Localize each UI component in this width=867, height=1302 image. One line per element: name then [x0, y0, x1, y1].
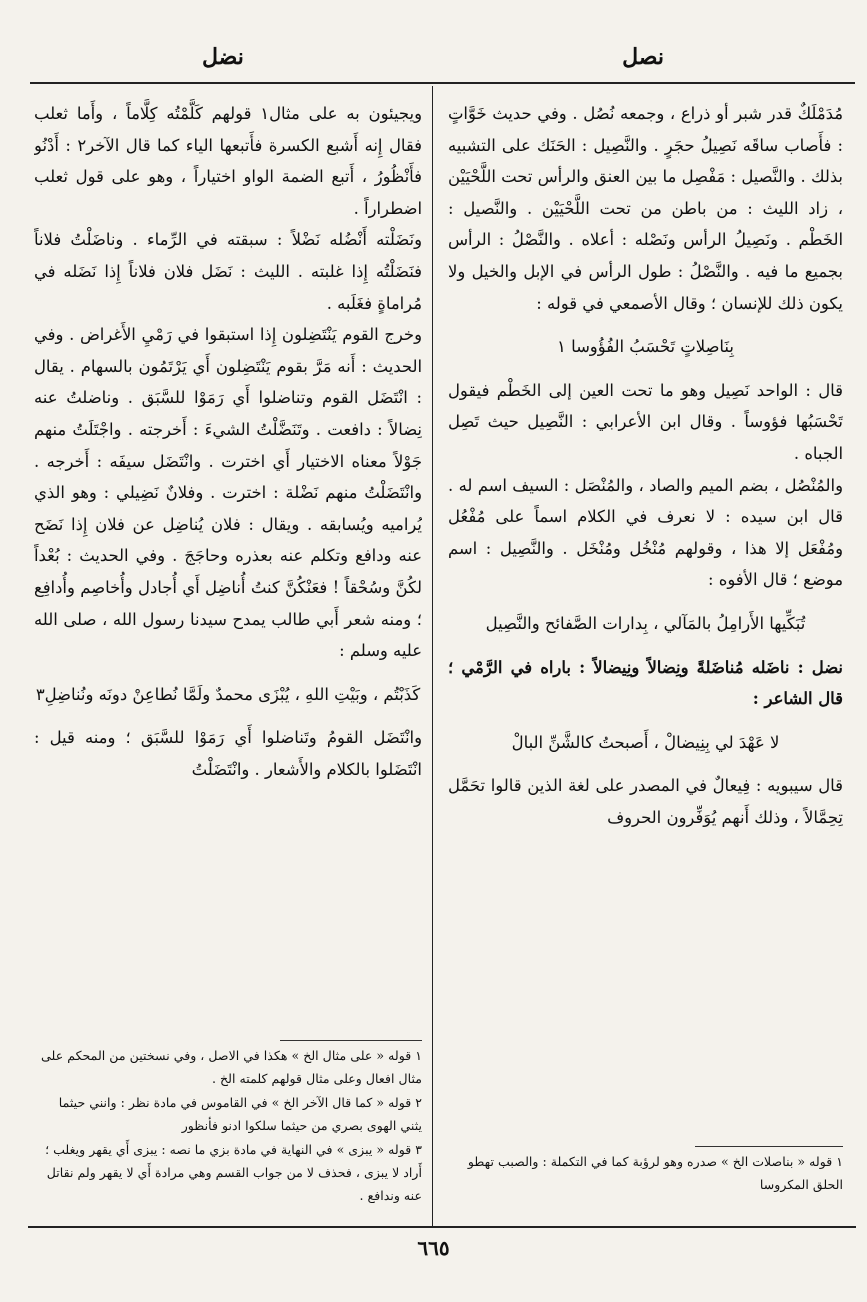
left-column — [34, 98, 422, 1028]
verse: لا عَهْدَ لي بِنِيضالْ ، أَصبحتُ كالشَّنِّ البالْ — [511, 732, 780, 752]
verse: كَذَبْتُم ، وبَيْتِ اللهِ ، يُبْزَى محمدٌ ولَمَّا نُطاعِنْ دونَه ونُناضِلِ٣ — [35, 684, 421, 704]
right-footnotes — [448, 1150, 843, 1197]
paragraph: والمُنْصُل ، بضم الميم والصاد ، والمُنْصَل : السيف اسم له . قال ابن سيده : لا نعرف في الكلام اسماً على مُفْعُل ومُفْعَل إلا هذا ، وقولهم مُنْخُل ومُنْخَل . والنَّصِيل : اسم موضع ؛ قال الأفوه : — [448, 475, 843, 590]
running-header-right: نصل — [622, 44, 664, 70]
verse: تُبَكِّيها الأَرامِلُ بالمَآلي ، بِدارات الصَّفائح والنَّصِيل — [485, 613, 806, 633]
footer-rule — [28, 1226, 856, 1228]
page-number: ٦٦٥ — [417, 1236, 450, 1260]
footnote: ١ قوله « بناصلات الخ » صدره وهو لرؤبة كما في التكملة : والصبب تهطو الحلق المكروسا — [467, 1154, 843, 1193]
right-column — [448, 98, 843, 836]
paragraph: ونَضَلْته أَنْضُله نَضْلاً : سبقته في الرِّماء . وناضَلْتُ فلاناً فنَضَلْتُه إِذا غلبته . الليث : نَضَل فلان فلاناً إِذا نَضَله في مُراماةٍ فغَلَبه . — [34, 230, 422, 313]
footnote: ٢ قوله « كما قال الآخر الخ » في القاموس في مادة نظر : وانني حيثما يثني الهوى بصري من حيثما سلكوا ادنو فأنظور — [58, 1094, 422, 1134]
paragraph: قال سيبويه : فِيعالٌ في المصدر على لغة الذين قالوا تحَمَّل تِحِمَّالاً ، وذلك أَنهم يُوَفِّرون الحروف — [448, 776, 843, 827]
entry-heading-paragraph: نضل : ناضَله مُناضَلةً ونِضالاً ونِيضالاً : باراه في الرَّمْي ؛ قال الشاعر : — [448, 657, 843, 709]
paragraph: قال : الواحد نَصِيل وهو ما تحت العين إلى الخَطْم فيقول تَحْسَبُها فؤوساً . وقال ابن الأعرابي : النَّصِيل حيث تَصِل الجباه . — [448, 380, 843, 463]
header-rule — [30, 82, 855, 84]
column-divider — [432, 86, 433, 1226]
footnote: ١ قوله « على مثال الخ » هكذا في الاصل ، وفي نسختين من المحكم على مثال افعال وعلى مثال قولهم كلمته الخ . — [41, 1048, 422, 1087]
verse: بِنَاصِلاتٍ تَحْسَبُ الفُؤُوسا ١ — [557, 337, 734, 357]
footnote-rule — [695, 1146, 843, 1147]
running-header-left: نضل — [202, 44, 244, 70]
footnote-rule — [280, 1040, 422, 1041]
paragraph: وانْتَضَل القومُ وتَناضلوا أَي رَمَوْا للسَّبَق ؛ ومنه قيل : انْتَضَلوا بالكلام والأَشعار . وانْتَضَلْتُ — [34, 728, 422, 779]
paragraph: ويجيئون به على مثال١ قولهم كَلَّمْتُه كِلَّاماً ، وأَما ثعلب فقال إِنه أَشبع الكسرة فأَتبعها الياء كما قال الآخر٢ : أَدْنُو فأَنْظُورُ ، أَتبع الضمة الواو اختياراً ، وهو على قول ثعلب اضطراراً . — [34, 104, 422, 218]
footnote: ٣ قوله « يبزى » في النهاية في مادة بزي ما نصه : يبزى أَي يقهر ويغلب ؛ أَراد لا يبزى ، فحذف لا من جواب القسم وهي مرادة أَي لا يقهر ولم نقاتل عنه وندافع . — [45, 1141, 422, 1204]
paragraph: وخرج القوم يَنْتَضِلون إِذا استبقوا في رَمْيِ الأَغراض . وفي الحديث : أَنه مَرَّ بقوم يَنْتَضِلون أَي يَرْتَمُون بالسهام . يقال : انْتَضَل القوم وتناضلوا أَي رَمَوْا للسَّبَق . وناضلتُ عنه نِضالاً : دافعت . وتَنَضَّلْتُ الشيءَ : أَخرجته . واجْتَلَتُ منهم جَوْلاً معناه الاختيار أَي اخترت . وانْتَضَل سيفَه : أَخرجه . وانْتَضَلْتُ منهم نَضْلة : اخترت . وفلانٌ نَضِيلي : وهو الذي يُراميه ويُسابقه . ويقال : فلان يُناضِل عن فلان إِذا نَضَح عنه ودافع وتكلم عنه بعذره وحاجَجَ . وفي الحديث : بُعْداً لكُنَّ وسُحْقاً ! فعَنْكُنَّ كنتُ أُناضِل أَي أُجادل وأُخاصِم وأُدافِع ؛ ومنه شعر أَبي طالب يمدح سيدنا رسول الله ، صلى الله عليه وسلم : — [34, 325, 422, 661]
left-footnotes — [34, 1044, 422, 1208]
paragraph: مُدَمْلَكٌ قدر شبر أو ذراع ، وجمعه نُصُل . وفي حديث خَوَّاتٍ : فأَصاب ساقَه نَصِيلُ حجَرٍ . والنَّصِيل : الحَنَك على التشبيه بذلك . والنَّصيل : مَفْصِل ما بين العنق والرأس تحت اللَّحْيَيْن ، زاد الليث : من باطن من تحت اللَّحْيَيْن . والنَّصيل : الخَطْم . ونَصِيلُ الرأس ونَصْله : أعلاه . والنَّصْلُ : الرأس بجميع ما فيه . والنَّصْلُ : طول الرأس في الإبل والخيل ولا يكون ذلك للإنسان ؛ وقال الأصمعي في قوله : — [448, 104, 843, 313]
